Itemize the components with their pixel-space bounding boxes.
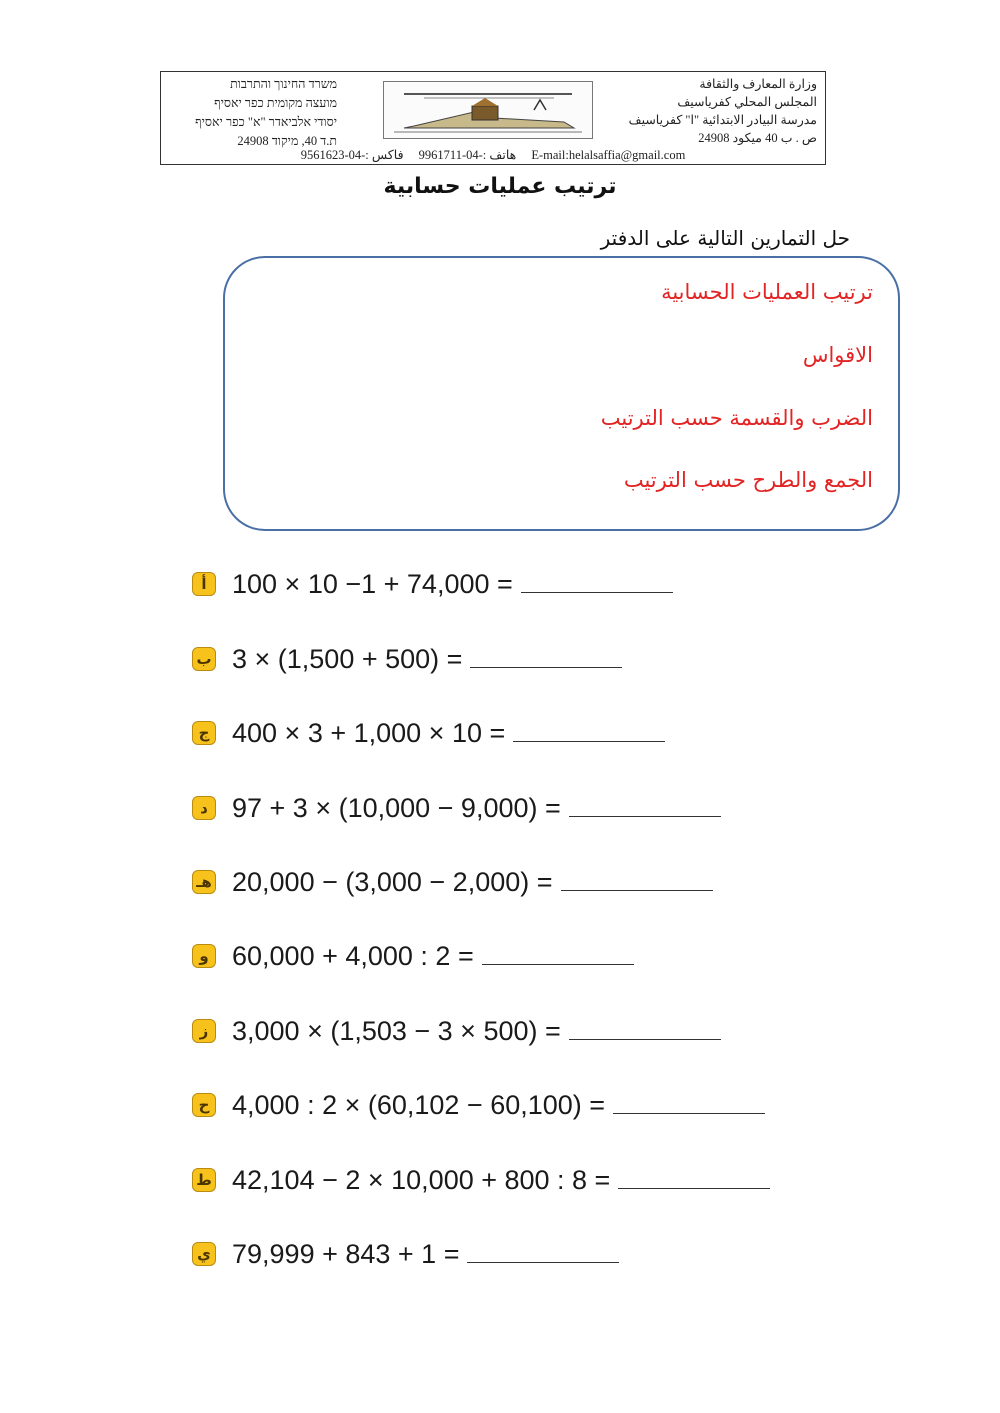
exercise-label-badge: ح — [192, 1093, 216, 1117]
letterhead-line: المجلس المحلي كفرياسيف — [677, 95, 817, 109]
answer-blank[interactable] — [482, 940, 634, 965]
exercise-label-badge: د — [192, 796, 216, 820]
exercise-expression: 3,000 × (1,503 − 3 × 500) = — [232, 1013, 721, 1049]
letterhead — [160, 71, 826, 165]
letterhead-line: מועצה מקומית כפר יאסיף — [214, 96, 337, 110]
answer-blank[interactable] — [569, 1015, 721, 1040]
rules-box — [223, 256, 900, 531]
exercise-expression: 42,104 − 2 × 10,000 + 800 : 8 = — [232, 1162, 770, 1198]
answer-blank[interactable] — [513, 717, 665, 742]
rule-item: الاقواس — [802, 343, 873, 367]
exercise-label-badge: أ — [192, 572, 216, 596]
email-address: E-mail:helalsaffia@gmail.com — [531, 148, 686, 162]
letterhead-line: יסודי אלביאדר "א" כפר יאסיף — [195, 115, 337, 129]
exercise-expression: 100 × 10 −1 + 74,000 = — [232, 566, 673, 602]
letterhead-line: ת.ד 40, מיקוד 24908 — [237, 134, 337, 148]
exercise-label-badge: ز — [192, 1019, 216, 1043]
answer-blank[interactable] — [613, 1089, 765, 1114]
exercise-label-badge: ج — [192, 721, 216, 745]
exercise-expression: 3 × (1,500 + 500) = — [232, 641, 622, 677]
rule-heading: ترتيب العمليات الحسابية — [661, 280, 873, 304]
answer-blank[interactable] — [470, 643, 622, 668]
letterhead-line: משרד החינוך והתרבות — [230, 77, 337, 91]
exercise-label-badge: ي — [192, 1242, 216, 1266]
instruction-text: حل التمارين التالية على الدفتر — [600, 226, 850, 250]
exercise-expression: 97 + 3 × (10,000 − 9,000) = — [232, 790, 721, 826]
letterhead-arabic — [617, 75, 817, 147]
exercise-expression: 400 × 3 + 1,000 × 10 = — [232, 715, 665, 751]
phone-number: هاتف :-04-9961711 — [418, 148, 517, 162]
answer-blank[interactable] — [618, 1164, 770, 1189]
page-title: ترتيب عمليات حسابية — [383, 174, 617, 199]
letterhead-contact — [161, 147, 825, 163]
exercise-expression: 60,000 + 4,000 : 2 = — [232, 938, 634, 974]
fax-number: فاكس :-04-9561623 — [300, 148, 404, 162]
exercise-expression: 79,999 + 843 + 1 = — [232, 1236, 619, 1272]
letterhead-line: ص . ب 40 ميكود 24908 — [698, 131, 817, 145]
rule-item: الجمع والطرح حسب الترتيب — [623, 468, 873, 492]
answer-blank[interactable] — [561, 866, 713, 891]
letterhead-hebrew — [167, 75, 337, 151]
rule-item: الضرب والقسمة حسب الترتيب — [600, 406, 873, 430]
exercise-label-badge: و — [192, 944, 216, 968]
answer-blank[interactable] — [521, 568, 673, 593]
letterhead-line: مدرسة البيادر الابتدائية "ا" كفرياسيف — [628, 113, 817, 127]
exercise-expression: 20,000 − (3,000 − 2,000) = — [232, 864, 713, 900]
exercise-label-badge: ب — [192, 647, 216, 671]
answer-blank[interactable] — [467, 1238, 619, 1263]
letterhead-line: وزارة المعارف والثقافة — [699, 77, 817, 91]
answer-blank[interactable] — [569, 792, 721, 817]
exercise-label-badge: ط — [192, 1168, 216, 1192]
exercise-label-badge: هـ — [192, 870, 216, 894]
exercise-expression: 4,000 : 2 × (60,102 − 60,100) = — [232, 1087, 765, 1123]
school-logo — [383, 81, 593, 139]
